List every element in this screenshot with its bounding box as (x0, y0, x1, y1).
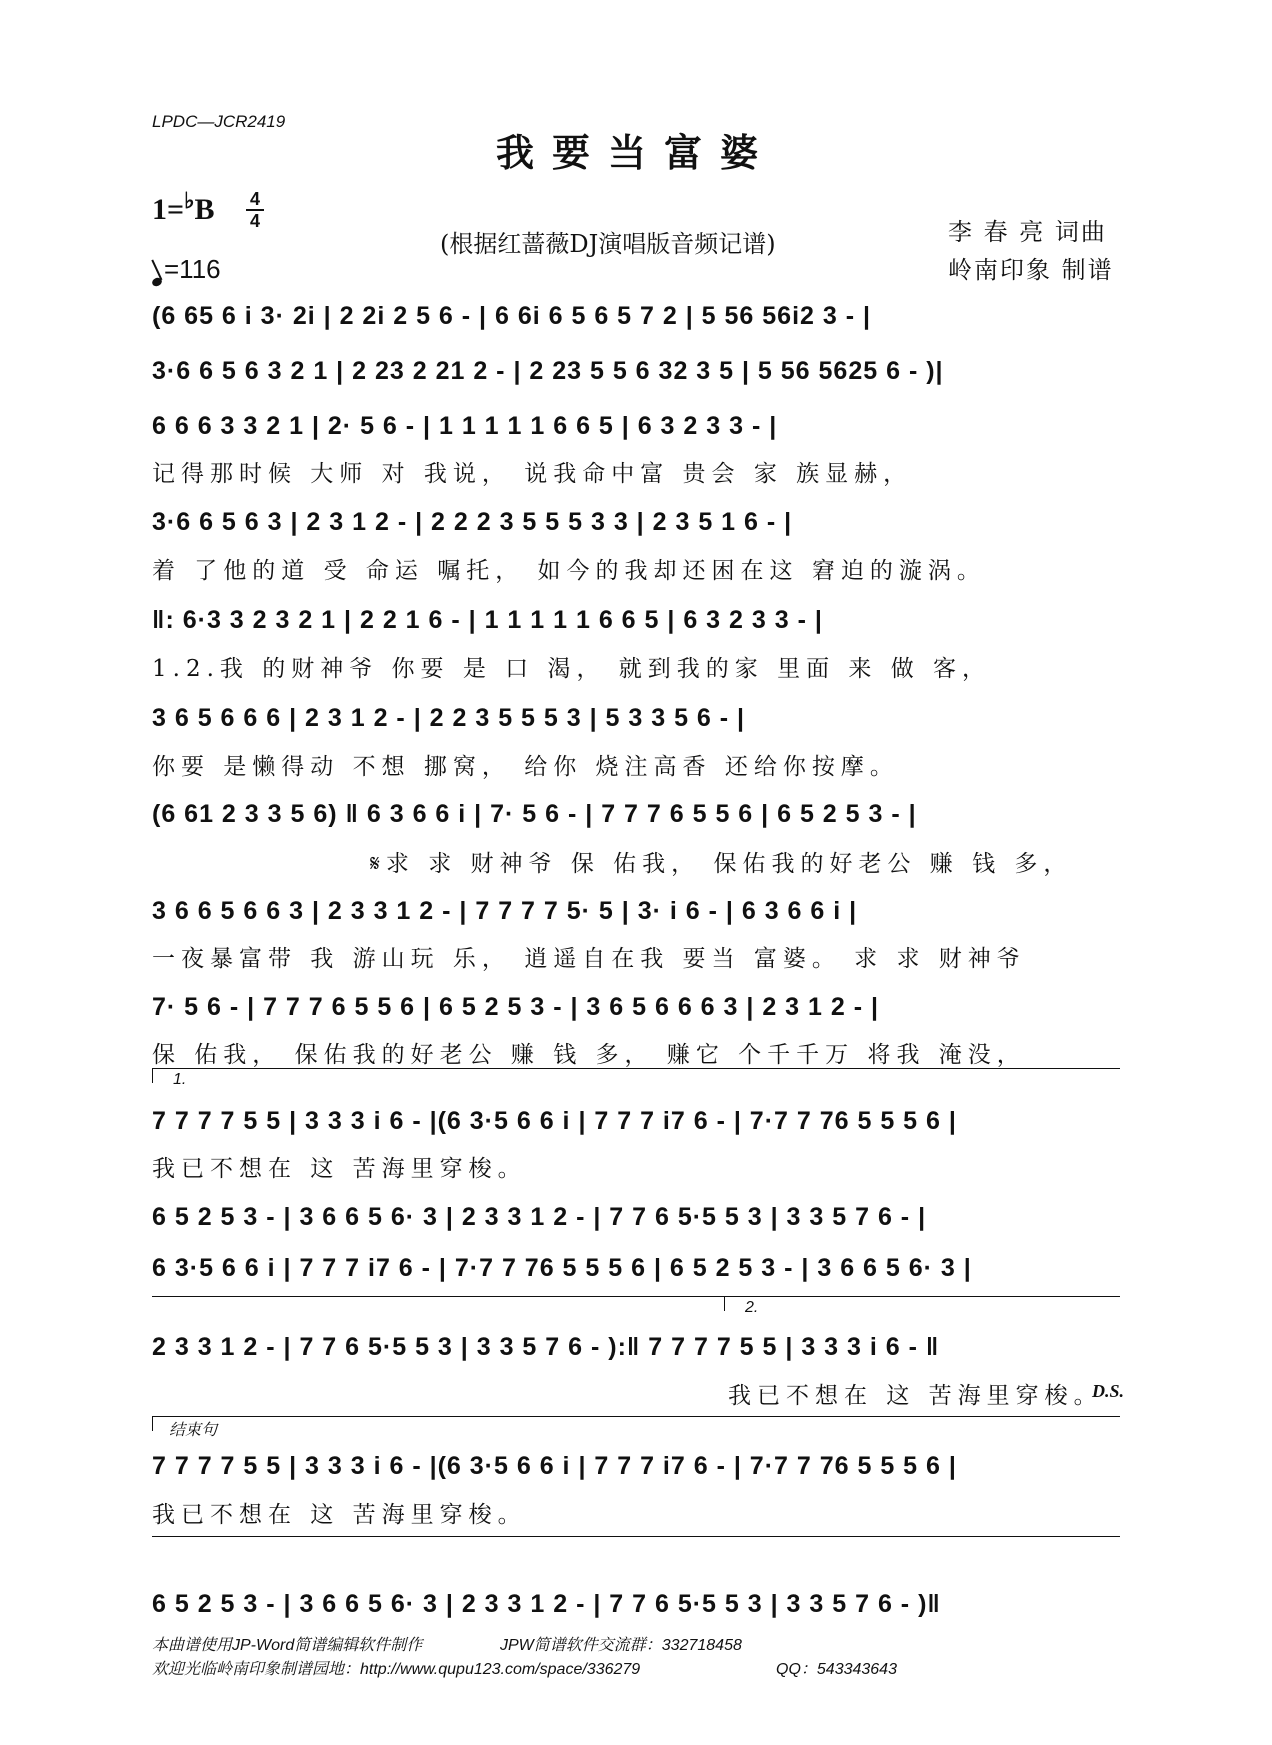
volta-1-bracket (152, 1068, 193, 1088)
volta-rule-1 (152, 1068, 1120, 1069)
tempo-marking: =116 (152, 254, 221, 285)
notation-line-9: 7· 5 6 - | 7 7 7 6 5 5 6 | 6 5 2 5 3 - | 3 6 5 6 6 6 3 | 2 3 1 2 - | (152, 993, 879, 1021)
score-code: LPDC—JCR2419 (152, 112, 286, 131)
notation-line-8: 3 6 6 5 6 6 3 | 2 3 3 1 2 - | 7 7 7 7 5· 5 | 3· i 6 - | 6 3 6 6 i | (152, 897, 858, 925)
coda-bracket (152, 1416, 233, 1439)
notation-line-4: 3·6 6 5 6 3 | 2 3 1 2 - | 2 2 2 3 5 5 5 3 3 | 2 3 5 1 6 - | (152, 508, 793, 536)
footer-qq: QQ：543343643 (776, 1661, 897, 1678)
notation-line-2: 3·6 6 5 6 3 2 1 | 2 23 2 21 2 - | 2 23 5 5 6 32 3 5 | 5 56 5625 6 - )| (152, 357, 944, 385)
credit-transcriber: 岭南印象 制谱 (948, 256, 1114, 284)
notation-line-11: 6 5 2 5 3 - | 3 6 6 5 6· 3 | 2 3 3 1 2 - | 7 7 6 5·5 5 3 | 3 3 5 7 6 - | (152, 1203, 927, 1231)
subtitle: (根据红蔷薇DJ演唱版音频记谱) (440, 230, 776, 258)
time-signature: 4 4 (246, 190, 264, 230)
notation-line-3: 6 6 6 3 3 2 1 | 2· 5 6 - | 1 1 1 1 1 6 6 5 | 6 3 2 3 3 - | (152, 412, 778, 440)
volta-1-label: 1. (173, 1071, 187, 1088)
notation-line-5: ‖: 6·3 3 2 3 2 1 | 2 2 1 6 - | 1 1 1 1 1 6 6 5 | 6 3 2 3 3 - | (152, 606, 823, 634)
volta-rule-2 (152, 1296, 1120, 1297)
lyric-line-10: 我已不想在 这 苦海里穿梭。 (152, 1156, 527, 1182)
key-signature: 1=♭B (152, 188, 215, 226)
notation-line-13: 2 3 3 1 2 - | 7 7 6 5·5 5 3 | 3 3 5 7 6 - ):‖ 7 7 7 7 5 5 | 3 3 3 i 6 - ‖ (152, 1333, 940, 1361)
lyric-line-14: 我已不想在 这 苦海里穿梭。 (152, 1502, 527, 1528)
footer-website: 欢迎光临岭南印象制谱园地：http://www.qupu123.com/space/336279 (152, 1661, 641, 1678)
dal-segno-mark: D.S. (1092, 1381, 1125, 1401)
lyric-line-5: 1.2.我 的财神爷 你要 是 口 渴， 就到我的家 里面 来 做 客， (152, 656, 991, 682)
lyric-line-9: 保 佑我， 保佑我的好老公 赚 钱 多， 赚它 个千千万 将我 淹没， (152, 1042, 1026, 1068)
volta-2-bracket (724, 1296, 765, 1316)
notation-line-1: (6 65 6 i 3· 2i | 2 2i 2 5 6 - | 6 6i 6 5 6 5 7 2 | 5 56 56i2 3 - | (152, 302, 871, 330)
final-rule (152, 1536, 1120, 1537)
coda-label: 结束句 (169, 1422, 218, 1439)
notation-line-7: (6 61 2 3 3 5 6) ‖ 6 3 6 6 i | 7· 5 6 - | 7 7 7 6 5 5 6 | 6 5 2 5 3 - | (152, 800, 917, 828)
volta-2-label: 2. (745, 1299, 759, 1316)
quarter-note-icon (151, 276, 163, 287)
lyric-line-4: 着 了他的道 受 命运 嘱托， 如今的我却还困在这 窘迫的漩涡。 (152, 558, 986, 584)
notation-line-14: 7 7 7 7 5 5 | 3 3 3 i 6 - |(6 3·5 6 6 i | 7 7 7 i7 6 - | 7·7 7 76 5 5 5 6 | (152, 1452, 957, 1480)
lyric-line-13: 我已不想在 这 苦海里穿梭。 (728, 1383, 1103, 1409)
footer-group: JPW简谱软件交流群：332718458 (500, 1637, 742, 1654)
coda-rule (152, 1416, 1120, 1417)
notation-line-12: 6 3·5 6 6 i | 7 7 7 i7 6 - | 7·7 7 76 5 5 5 6 | 6 5 2 5 3 - | 3 6 6 5 6· 3 | (152, 1254, 972, 1282)
lyric-line-7: 𝄋求 求 财神爷 保 佑我， 保佑我的好老公 赚 钱 多， (370, 851, 1073, 877)
notation-line-10: 7 7 7 7 5 5 | 3 3 3 i 6 - |(6 3·5 6 6 i | 7 7 7 i7 6 - | 7·7 7 76 5 5 5 6 | (152, 1107, 957, 1135)
notation-line-15: 6 5 2 5 3 - | 3 6 6 5 6· 3 | 2 3 3 1 2 - | 7 7 6 5·5 5 3 | 3 3 5 7 6 - )‖ (152, 1590, 941, 1618)
footer-software: 本曲谱使用JP-Word简谱编辑软件制作 (152, 1637, 423, 1654)
credit-composer: 李 春 亮 词曲 (948, 218, 1107, 246)
notation-line-6: 3 6 5 6 6 6 | 2 3 1 2 - | 2 2 3 5 5 5 3 | 5 3 3 5 6 - | (152, 704, 746, 732)
lyric-line-6: 你要 是懒得动 不想 挪窝， 给你 烧注高香 还给你按摩。 (152, 754, 899, 780)
song-title: 我要当富婆 (495, 130, 776, 175)
lyric-line-8: 一夜暴富带 我 游山玩 乐， 逍遥自在我 要当 富婆。 求 求 财神爷 (152, 946, 1026, 972)
lyric-line-3: 记得那时候 大师 对 我说， 说我命中富 贵会 家 族显赫， (152, 461, 913, 487)
